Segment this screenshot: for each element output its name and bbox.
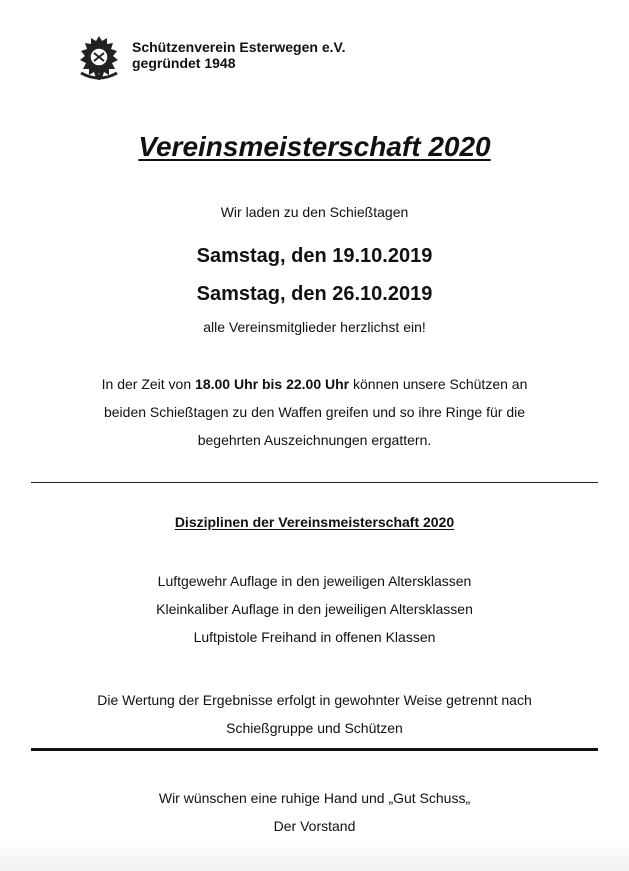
founded-text: gegründet 1948 — [132, 55, 236, 71]
time-suffix: können unsere Schützen an — [349, 376, 528, 392]
divider-thick — [31, 748, 598, 751]
discipline-item: Luftpistole Freihand in offenen Klassen — [193, 629, 436, 645]
time-prefix: In der Zeit von — [101, 376, 196, 392]
invitation-intro: Wir laden zu den Schießtagen — [220, 204, 409, 220]
closing-wish: Wir wünschen eine ruhige Hand und „Gut Schuss„ — [158, 790, 471, 806]
time-paragraph — [0, 370, 629, 454]
scoring-line-2: Schießgruppe und Schützen — [226, 720, 403, 736]
discipline-item: Kleinkaliber Auflage in den jeweiligen Altersklassen — [156, 601, 473, 617]
viewer-bottom-edge — [0, 841, 629, 871]
invitation-outro: alle Vereinsmitglieder herzlichst ein! — [203, 319, 426, 335]
disciplines-list — [0, 567, 629, 651]
disciplines-heading: Disziplinen der Vereinsmeisterschaft 2020 — [174, 514, 455, 530]
time-paragraph-line-1 — [0, 370, 629, 398]
club-name: Schützenverein Esterwegen e.V. — [132, 39, 346, 55]
event-date-1: Samstag, den 19.10.2019 — [196, 245, 433, 267]
time-range: 18.00 Uhr bis 22.00 Uhr — [195, 376, 350, 392]
time-paragraph-line-2: beiden Schießtagen zu den Waffen greifen und so ihre Ringe für die — [103, 404, 526, 420]
club-logo-icon — [72, 33, 126, 83]
closing — [0, 784, 629, 840]
letterhead — [72, 33, 345, 83]
discipline-item: Luftgewehr Auflage in den jeweiligen Altersklassen — [157, 573, 472, 589]
scoring-line-1: Die Wertung der Ergebnisse erfolgt in gewohnter Weise getrennt nach — [97, 692, 532, 708]
time-paragraph-line-3: begehrten Auszeichnungen ergattern. — [197, 432, 432, 448]
event-date-2: Samstag, den 26.10.2019 — [196, 283, 433, 305]
divider-thin — [31, 482, 598, 483]
scoring-text — [0, 686, 629, 742]
document-title: Vereinsmeisterschaft 2020 — [138, 131, 491, 162]
club-info — [132, 33, 345, 71]
signature: Der Vorstand — [273, 818, 356, 834]
